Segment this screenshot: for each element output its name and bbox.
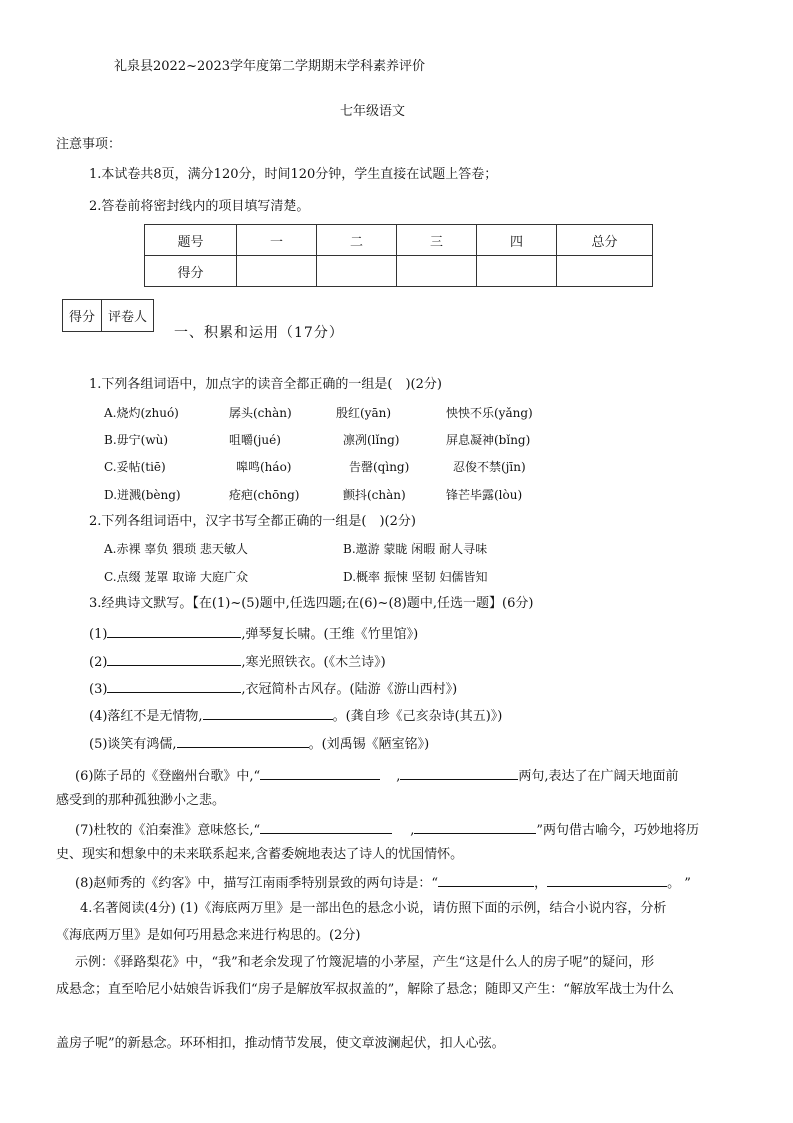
option-d-word: D.迸溅(bèng) xyxy=(104,488,181,502)
option-b: B.遨游 蒙眬 闲暇 耐人寻味 xyxy=(343,542,488,556)
score-cell[interactable] xyxy=(237,256,317,287)
score-cell[interactable] xyxy=(317,256,397,287)
answer-blank[interactable] xyxy=(260,820,392,834)
fill-prefix: (8)赵师秀的《约客》中，描写江南雨季特别景致的两句诗是：“ xyxy=(75,876,439,891)
table-row-label: 得分 xyxy=(145,256,237,287)
example-text: 示例：《驿路梨花》中，“我”和老余发现了竹篾泥墙的小茅屋，产生“这是什么人的房子呢”的疑问，形 xyxy=(75,955,655,970)
fill-line xyxy=(89,652,386,671)
fill-prefix: (5)谈笑有鸿儒, xyxy=(89,737,177,752)
fill-separator: , xyxy=(396,769,401,784)
fill-suffix: ”两句借古喻今，巧妙地将历 xyxy=(536,823,699,838)
option-a-word: 怏怏不乐(yǎng) xyxy=(446,406,533,420)
answer-blank[interactable] xyxy=(107,624,241,638)
option-c-word: 嗥鸣(háo) xyxy=(236,460,292,474)
table-row xyxy=(63,300,154,332)
option-c-word: C.妥帖(tiē) xyxy=(104,460,166,474)
fill-line xyxy=(75,820,699,839)
fill-separator: , xyxy=(410,823,415,838)
option-d-word: 锋芒毕露(lòu) xyxy=(446,488,523,502)
example-text: 盖房子呢”的新悬念。环环相扣，推动情节发展，使文章波澜起伏，扣人心弦。 xyxy=(56,1036,505,1051)
table-header-cell: 一 xyxy=(237,225,317,256)
score-cell[interactable] xyxy=(397,256,477,287)
option-a: A.赤裸 辜负 猥琐 悲天敏人 xyxy=(104,542,248,556)
fill-suffix: ,寒光照铁衣。(《木兰诗》) xyxy=(241,655,386,670)
table-row xyxy=(145,225,653,256)
fill-prefix: (2) xyxy=(89,655,108,670)
fill-line xyxy=(75,873,691,892)
fill-line-continued: 感受到的那种孤独渺小之悲。 xyxy=(56,793,226,808)
table-header-cell: 总分 xyxy=(557,225,653,256)
option-b-word: 屏息凝神(bǐng) xyxy=(446,433,531,447)
question-stem: 3.经典诗文默写。【在(1)~(5)题中,任选四题;在(6)~(8)题中,任选一题】(6分) xyxy=(89,596,534,611)
section-title: 一、积累和运用（17分） xyxy=(174,325,344,341)
option-a-word: 孱头(chàn) xyxy=(229,406,292,420)
answer-blank[interactable] xyxy=(414,820,536,834)
table-header-cell: 三 xyxy=(397,225,477,256)
grader-label: 评卷人 xyxy=(102,300,154,332)
fill-line xyxy=(89,624,418,643)
question-stem: 1.下列各组词语中，加点字的读音全都正确的一组是( )(2分) xyxy=(89,377,442,392)
score-cell[interactable] xyxy=(477,256,557,287)
question-stem: 2.下列各组词语中，汉字书写全都正确的一组是( )(2分) xyxy=(89,514,416,529)
fill-prefix: (3) xyxy=(89,682,108,697)
fill-suffix: ,弹琴复长啸。(王维《竹里馆》) xyxy=(241,627,419,642)
example-text: 成悬念；直至哈尼小姑娘告诉我们“房子是解放军叔叔盖的”，解除了悬念；随即又产生：“解放军战士为什么 xyxy=(56,982,674,997)
exam-subtitle: 七年级语文 xyxy=(340,104,406,119)
option-b-word: B.毋宁(wù) xyxy=(104,433,168,447)
answer-blank[interactable] xyxy=(107,652,241,666)
fill-line xyxy=(89,734,429,753)
option-d-word: 疮疤(chōng) xyxy=(229,488,300,502)
answer-blank[interactable] xyxy=(203,706,333,720)
notice-heading: 注意事项： xyxy=(56,137,122,152)
answer-blank[interactable] xyxy=(177,734,309,748)
fill-line xyxy=(75,766,678,785)
option-b-word: 咀嚼(jué) xyxy=(229,433,281,447)
question-stem-continued: 《海底两万里》是如何巧用悬念来进行构思的。(2分) xyxy=(56,928,361,943)
score-cell[interactable] xyxy=(557,256,653,287)
option-a-word: 殷红(yān) xyxy=(336,406,392,420)
question-stem: 4.名著阅读(4分) (1)《海底两万里》是一部出色的悬念小说，请仿照下面的示例，结合小说内容，分析 xyxy=(80,901,667,916)
answer-blank[interactable] xyxy=(547,873,667,887)
fill-separator: ， xyxy=(534,876,548,891)
fill-suffix: 。 ” xyxy=(667,876,691,891)
fill-line xyxy=(89,679,457,698)
answer-blank[interactable] xyxy=(438,873,534,887)
table-row xyxy=(145,256,653,287)
option-b-word: 凛冽(lǐng) xyxy=(343,433,400,447)
fill-line xyxy=(89,706,502,725)
answer-blank[interactable] xyxy=(107,679,241,693)
table-header-cell: 四 xyxy=(477,225,557,256)
score-table xyxy=(144,224,653,287)
option-d: D.概率 振悚 坚韧 妇儒皆知 xyxy=(343,570,488,584)
option-c-word: 告罄(qìng) xyxy=(349,460,410,474)
option-c: C.点缀 茏罩 取谛 大庭广众 xyxy=(104,570,249,584)
fill-prefix: (6)陈子昂的《登幽州台歌》中,“ xyxy=(75,769,261,784)
option-a-word: A.烧灼(zhuó) xyxy=(104,406,179,420)
fill-suffix: 。(龚自珍《己亥杂诗(其五)》) xyxy=(332,709,503,724)
option-c-word: 忍俊不禁(jīn) xyxy=(453,460,526,474)
grader-table xyxy=(62,299,154,332)
grader-score-label: 得分 xyxy=(63,300,102,332)
option-d-word: 颤抖(chàn) xyxy=(343,488,406,502)
fill-suffix: 。(刘禹锡《陋室铭》) xyxy=(308,737,430,752)
table-header-cell: 题号 xyxy=(145,225,237,256)
fill-prefix: (7)杜牧的《泊秦淮》意味悠长,“ xyxy=(75,823,261,838)
answer-blank[interactable] xyxy=(400,766,518,780)
fill-prefix: (1) xyxy=(89,627,108,642)
answer-blank[interactable] xyxy=(260,766,380,780)
table-header-cell: 二 xyxy=(317,225,397,256)
exam-title: 礼泉县2022~2023学年度第二学期期末学科素养评价 xyxy=(114,59,426,74)
fill-suffix: 两句,表达了在广阔天地面前 xyxy=(518,769,679,784)
fill-line-continued: 史、现实和想象中的未来联系起来,含蓄委婉地表达了诗人的忧国情怀。 xyxy=(56,847,464,862)
notice-item: 2.答卷前将密封线内的项目填写清楚。 xyxy=(89,199,310,214)
fill-suffix: ,衣冠简朴古风存。(陆游《游山西村》) xyxy=(241,682,458,697)
fill-prefix: (4)落红不是无情物, xyxy=(89,709,203,724)
notice-item: 1.本试卷共8页，满分120分，时间120分钟，学生直接在试题上答卷； xyxy=(89,167,498,182)
